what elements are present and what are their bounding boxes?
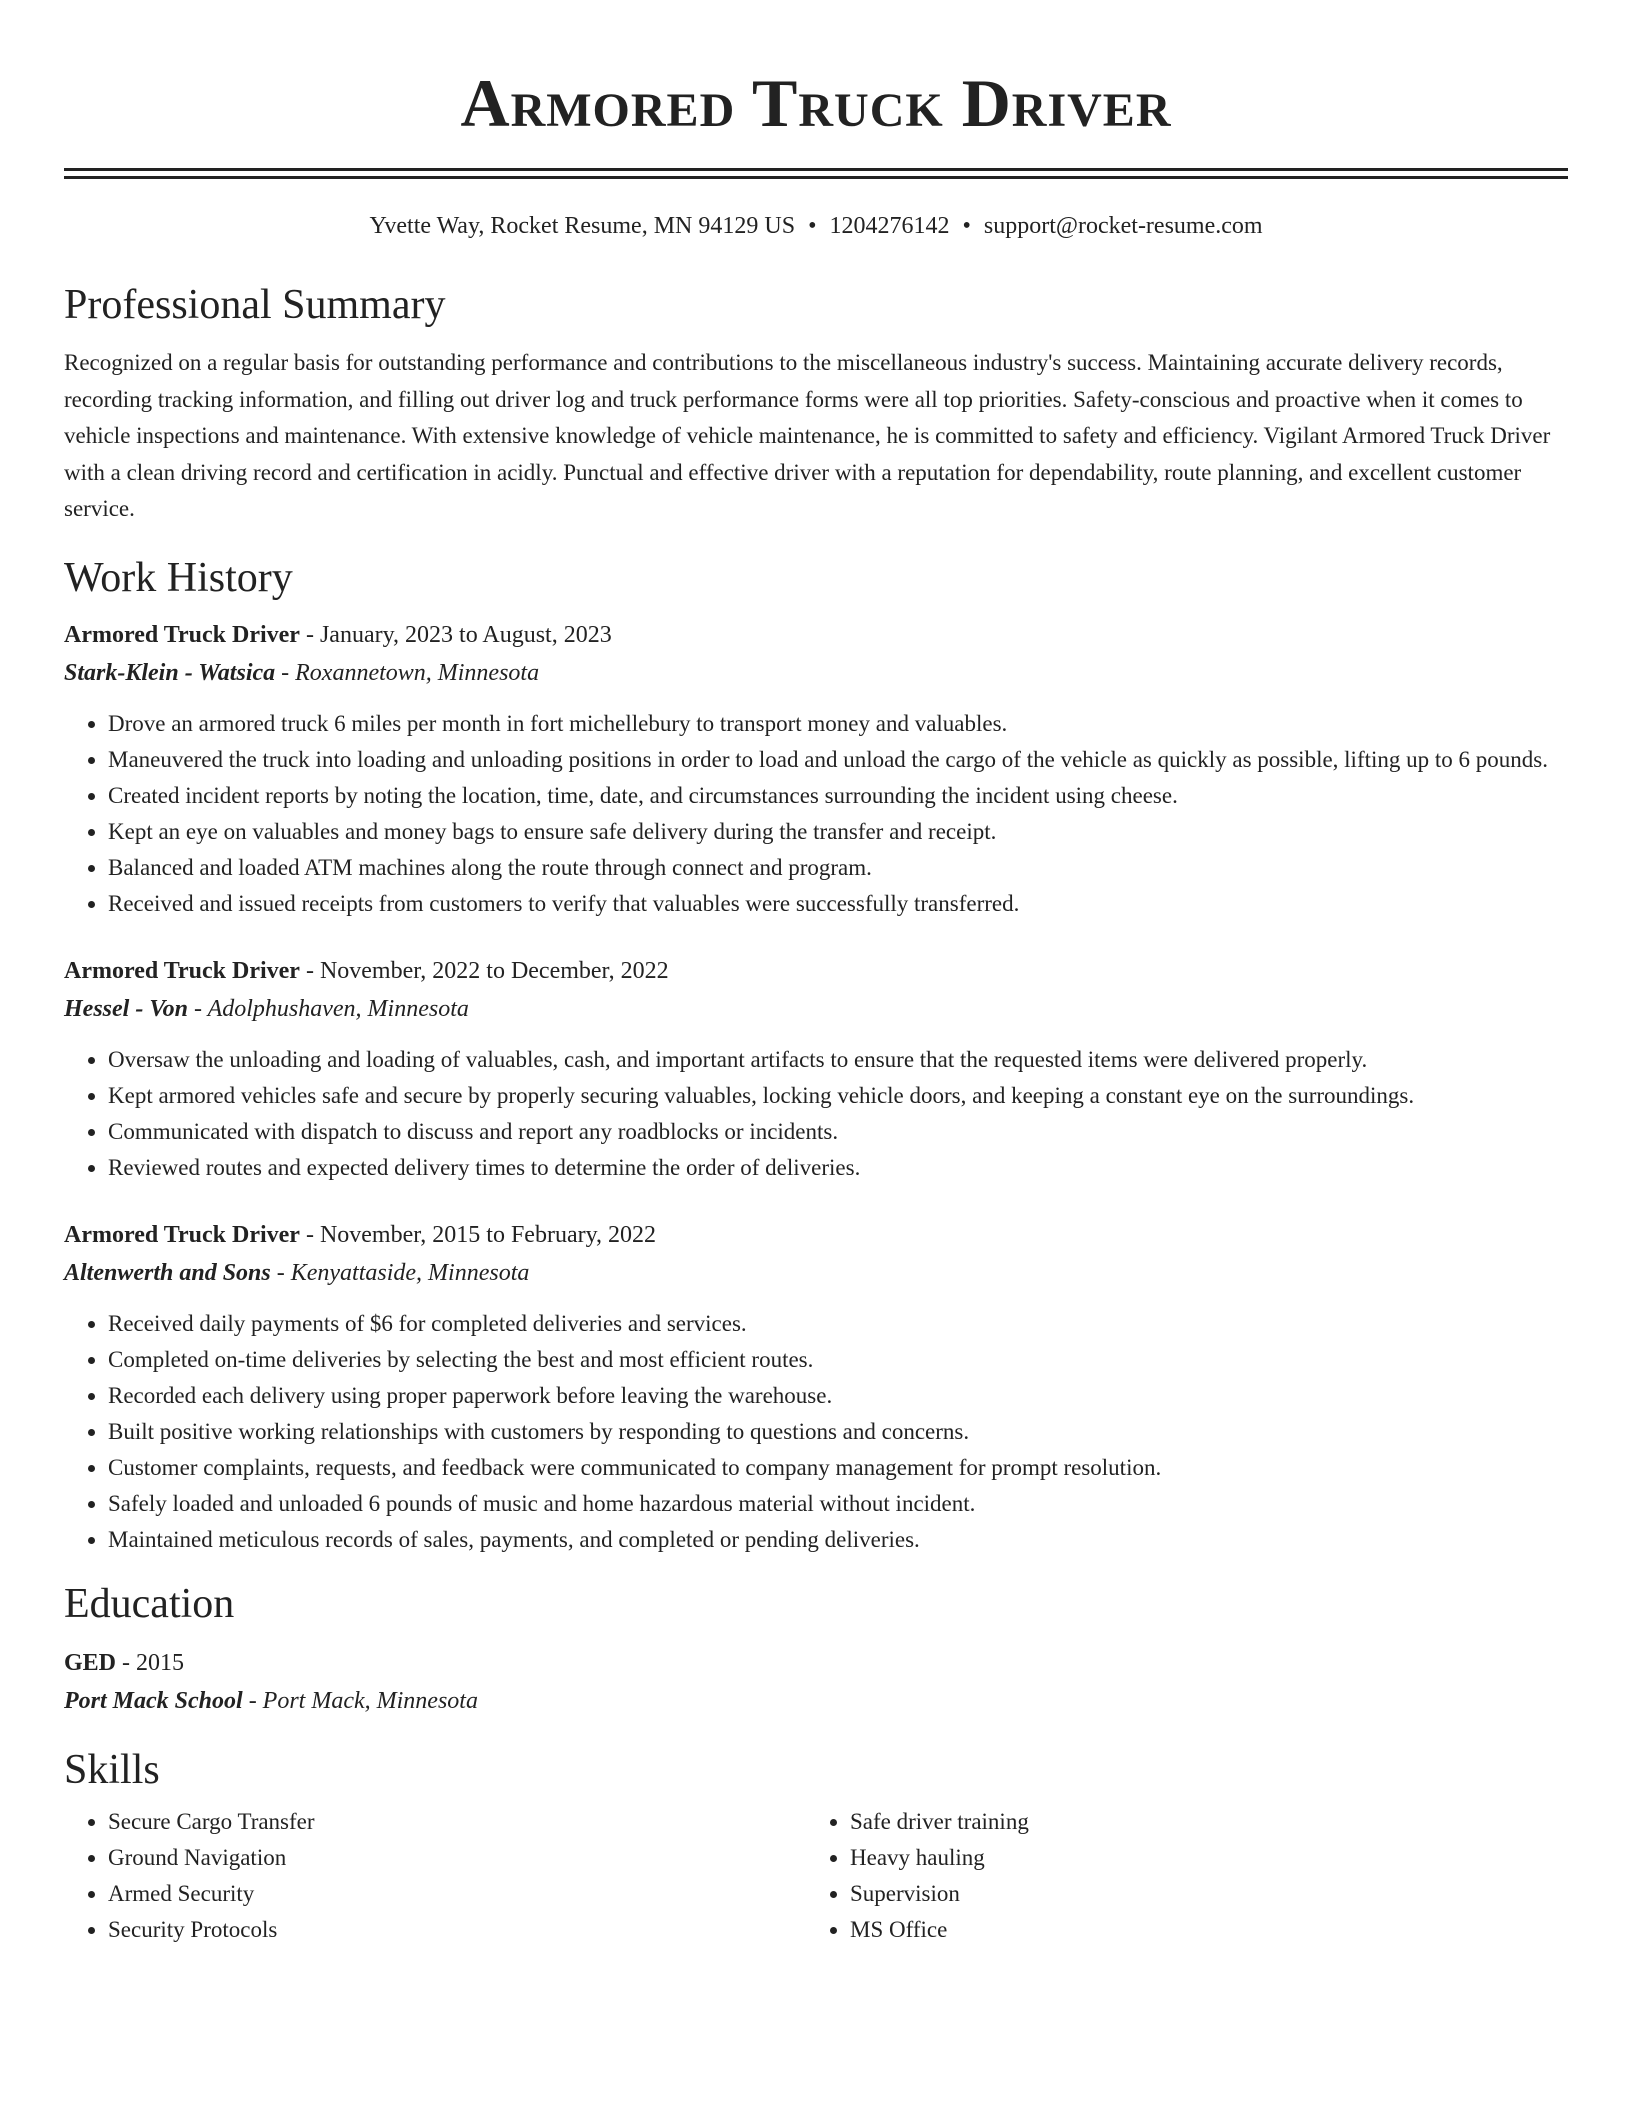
job-title-line [64, 952, 1568, 990]
summary-heading: Professional Summary [64, 282, 446, 328]
job-duty: • Received daily payments of $6 for completed deliveries and services. [108, 1306, 1568, 1342]
job-company: Stark-Klein - Watsica [64, 659, 276, 686]
job-dates: - January, 2023 to August, 2023 [299, 621, 612, 648]
contact-email: support@rocket-resume.com [983, 213, 1263, 239]
job-dates: - November, 2015 to February, 2022 [299, 1221, 657, 1248]
job-duty: • Kept an eye on valuables and money bags to ensure safe delivery during the transfer and receipt. [108, 814, 1568, 850]
job-duty: • Built positive working relationships with customers by responding to questions and concerns. [108, 1414, 1568, 1450]
job-entry [64, 952, 1568, 1186]
skill-item: • Safe driver training [850, 1804, 1548, 1840]
job-duty: • Safely loaded and unloaded 6 pounds of music and home hazardous material without incident. [108, 1486, 1568, 1522]
contact-address: Yvette Way, Rocket Resume, MN 94129 US [369, 213, 796, 239]
job-duty: • Maintained meticulous records of sales, payments, and completed or pending deliveries. [108, 1522, 1568, 1558]
education-school: Port Mack School [64, 1687, 243, 1714]
skills-grid [64, 1804, 1568, 1948]
job-duty: • Recorded each delivery using proper paperwork before leaving the warehouse. [108, 1378, 1568, 1414]
job-location: - Kenyattaside, Minnesota [270, 1259, 530, 1286]
job-duty: • Communicated with dispatch to discuss and report any roadblocks or incidents. [108, 1114, 1568, 1150]
skills-heading: Skills [64, 1746, 160, 1793]
job-company: Hessel - Von [64, 995, 189, 1022]
education-degree-line [64, 1644, 1568, 1682]
contact-separator: • [808, 213, 817, 239]
job-entry [64, 1216, 1568, 1558]
job-duty: • Created incident reports by noting the location, time, date, and circumstances surrounding the incident using cheese. [108, 778, 1568, 814]
job-duty: • Customer complaints, requests, and feedback were communicated to company management for prompt resolution. [108, 1450, 1568, 1486]
education-school-line [64, 1682, 1568, 1720]
job-title-line [64, 616, 1568, 654]
job-company-line [64, 1254, 1568, 1292]
job-dates: - November, 2022 to December, 2022 [299, 957, 669, 984]
job-duty: • Completed on-time deliveries by selecting the best and most efficient routes. [108, 1342, 1568, 1378]
job-duty: • Received and issued receipts from customers to verify that valuables were successfully transferred. [108, 886, 1568, 922]
contact-separator: • [962, 213, 971, 239]
job-duties-list [64, 706, 1568, 922]
contact-phone: 1204276142 [829, 213, 950, 239]
candidate-name: Armored Truck Driver [460, 65, 1172, 141]
job-company-line [64, 654, 1568, 692]
education-heading: Education [64, 1580, 235, 1627]
job-location: - Adolphushaven, Minnesota [188, 995, 469, 1022]
job-role: Armored Truck Driver [64, 1221, 300, 1248]
education-location: - Port Mack, Minnesota [242, 1687, 478, 1714]
education-year: - 2015 [116, 1649, 185, 1676]
header-double-rule [64, 168, 1568, 179]
job-location: - Roxannetown, Minnesota [275, 659, 540, 686]
job-duty: • Balanced and loaded ATM machines along the route through connect and program. [108, 850, 1568, 886]
job-duty: • Maneuvered the truck into loading and unloading positions in order to load and unload the cargo of the vehicle as quickly as possible, lifting up to 6 pounds. [108, 742, 1568, 778]
job-role: Armored Truck Driver [64, 957, 300, 984]
skill-item: • Supervision [850, 1876, 1548, 1912]
work-history-heading: Work History [64, 554, 293, 601]
education-degree: GED [64, 1649, 117, 1676]
skill-item: • Secure Cargo Transfer [108, 1804, 806, 1840]
job-duty: • Kept armored vehicles safe and secure by properly securing valuables, locking vehicle doors, and keeping a constant eye on the surroundings. [108, 1078, 1568, 1114]
skill-item: • Ground Navigation [108, 1840, 806, 1876]
skills-list-left [64, 1804, 806, 1948]
job-duty: • Oversaw the unloading and loading of valuables, cash, and important artifacts to ensure that the requested items were delivered properly. [108, 1042, 1568, 1078]
skill-item: • Security Protocols [108, 1912, 806, 1948]
job-duties-list [64, 1306, 1568, 1558]
skill-item: • Armed Security [108, 1876, 806, 1912]
skill-item: • MS Office [850, 1912, 1548, 1948]
skills-list-right [806, 1804, 1548, 1948]
job-duty: • Drove an armored truck 6 miles per month in fort michellebury to transport money and valuables. [108, 706, 1568, 742]
summary-text: Recognized on a regular basis for outstanding performance and contributions to the miscellaneous industry's success. Maintaining accurate delivery records, recording tracking information, and filling out driver log and truck performance forms were all top priorities. Safety-conscious and proactive when it comes to vehicle inspections and maintenance. With extensive knowledge of vehicle maintenance, he is committed to safety and efficiency. Vigilant Armored Truck Driver with a clean driving record and certification in acidly. Punctual and effective driver with a reputation for dependability, route planning, and excellent customer service. [64, 350, 1551, 521]
job-title-line [64, 1216, 1568, 1254]
job-entry [64, 616, 1568, 922]
job-duty: • Reviewed routes and expected delivery times to determine the order of deliveries. [108, 1150, 1568, 1186]
contact-line [64, 211, 1568, 241]
job-company: Altenwerth and Sons [64, 1259, 271, 1286]
job-company-line [64, 990, 1568, 1028]
job-duties-list [64, 1042, 1568, 1186]
skill-item: • Heavy hauling [850, 1840, 1548, 1876]
education-entry [64, 1644, 1568, 1720]
job-role: Armored Truck Driver [64, 621, 300, 648]
